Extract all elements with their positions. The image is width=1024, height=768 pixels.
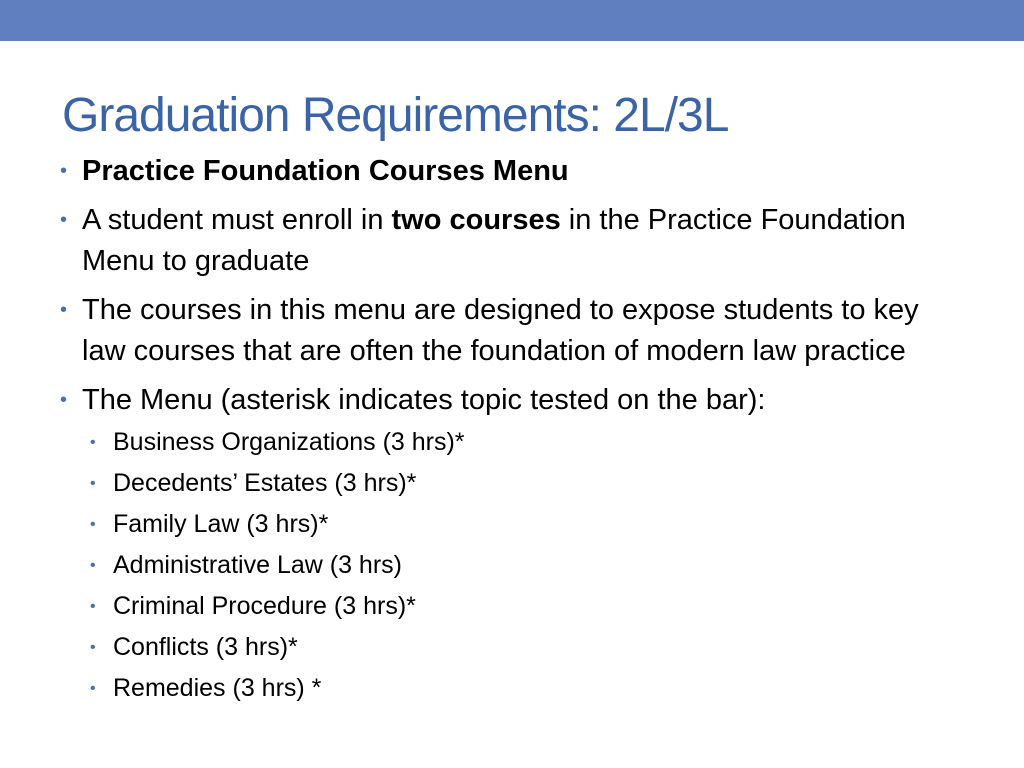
bullet-dot: • <box>60 209 68 231</box>
slide-title: Graduation Requirements: 2L/3L <box>62 89 729 142</box>
course-label: Decedents’ Estates (3 hrs)* <box>113 469 417 497</box>
sub-bullet-dot: • <box>90 680 96 697</box>
course-list <box>82 426 960 705</box>
course-label: Business Organizations (3 hrs)* <box>113 428 465 456</box>
bullet-enrollment-rule <box>60 200 960 282</box>
bullet-text: The courses in this menu are designed to expose students to key law courses that are often the foundation of modern law practice <box>82 294 919 367</box>
sub-bullet-dot: • <box>90 516 96 533</box>
bullet-dot: • <box>60 160 68 182</box>
course-item <box>90 426 960 459</box>
sub-bullet-dot: • <box>90 475 96 492</box>
course-label: Remedies (3 hrs) * <box>113 674 322 702</box>
course-item <box>90 672 960 705</box>
bullet-text-after: in the Practice Foundation Menu to graduate <box>82 204 906 277</box>
bullet-text: The Menu (asterisk indicates topic tested on the bar): <box>82 384 766 416</box>
course-label: Administrative Law (3 hrs) <box>113 551 402 579</box>
course-item <box>90 508 960 541</box>
bullet-dot: • <box>60 389 68 411</box>
bullet-course-menu <box>60 380 960 705</box>
bullet-heading-text: Practice Foundation Courses Menu <box>82 155 569 187</box>
top-accent-bar <box>0 0 1024 41</box>
course-item <box>90 549 960 582</box>
sub-bullet-dot: • <box>90 639 96 656</box>
course-item <box>90 631 960 664</box>
course-label: Conflicts (3 hrs)* <box>113 633 298 661</box>
sub-bullet-dot: • <box>90 557 96 574</box>
sub-bullet-dot: • <box>90 434 96 451</box>
bullet-bold-text: two courses <box>391 204 561 236</box>
course-item <box>90 590 960 623</box>
sub-bullet-dot: • <box>90 598 96 615</box>
bullet-dot: • <box>60 299 68 321</box>
course-label: Criminal Procedure (3 hrs)* <box>113 592 416 620</box>
bullet-menu-purpose <box>60 290 960 372</box>
course-label: Family Law (3 hrs)* <box>113 510 329 538</box>
bullet-text-before: A student must enroll in <box>82 204 392 236</box>
bullet-practice-foundation-menu <box>60 151 960 192</box>
bullet-list <box>60 151 960 713</box>
course-item <box>90 467 960 500</box>
